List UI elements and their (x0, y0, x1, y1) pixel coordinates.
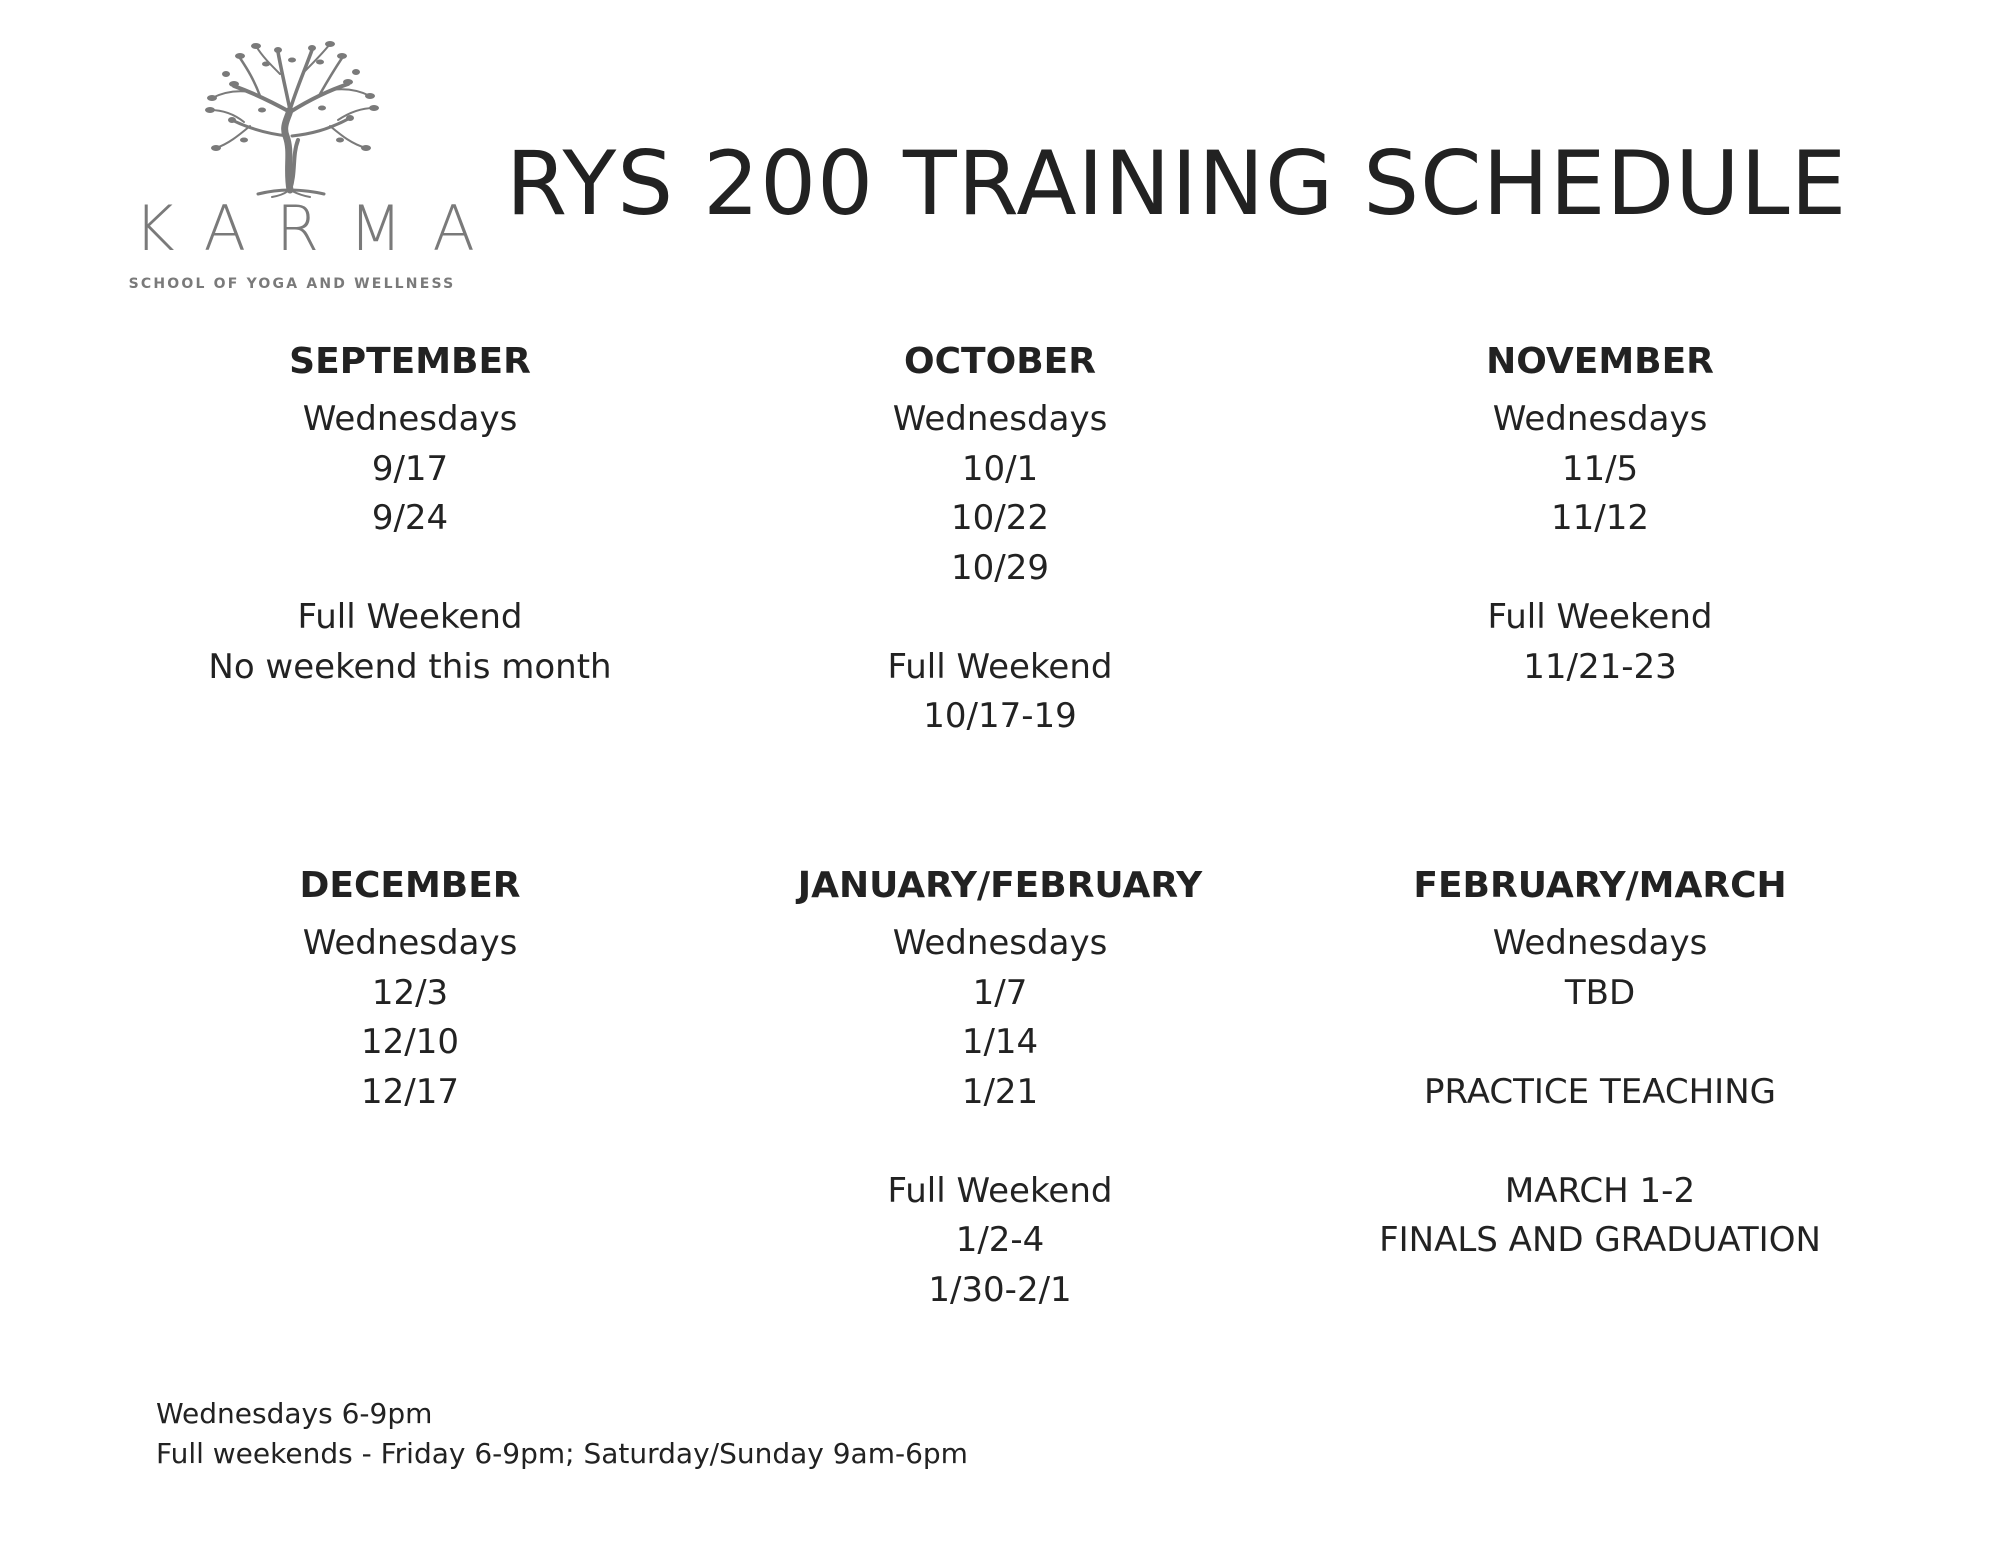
month-heading: OCTOBER (904, 341, 1096, 382)
schedule-line: 11/21-23 (1523, 646, 1677, 687)
month-february-march (1300, 864, 1900, 1266)
month-heading: SEPTEMBER (289, 341, 531, 382)
schedule-line: 12/3 (371, 972, 449, 1013)
schedule-line: 9/17 (371, 448, 449, 489)
schedule-line: FINALS AND GRADUATION (1379, 1220, 1821, 1261)
schedule-line: PRACTICE TEACHING (1423, 1071, 1776, 1112)
month-heading: JANUARY/FEBRUARY (797, 865, 1203, 906)
schedule-line: Wednesdays (1492, 923, 1708, 964)
schedule-footer-notes (156, 1394, 968, 1474)
schedule-line: 12/10 (361, 1022, 459, 1063)
schedule-line: 11/12 (1551, 498, 1649, 539)
month-january-february (700, 864, 1300, 1315)
schedule-line (1300, 1117, 1900, 1167)
schedule-line: 1/21 (961, 1071, 1039, 1112)
month-heading: FEBRUARY/MARCH (1413, 865, 1787, 906)
month-october (700, 340, 1300, 742)
schedule-line: No weekend this month (208, 646, 612, 687)
schedule-line: 1/30-2/1 (928, 1269, 1072, 1310)
schedule-line: 10/1 (961, 448, 1039, 489)
karma-logo (112, 40, 505, 300)
schedule-line: Full Weekend (887, 646, 1113, 687)
footer-wednesday-hours: Wednesdays 6-9pm (156, 1397, 433, 1430)
schedule-line: Wednesdays (1492, 399, 1708, 440)
month-heading: NOVEMBER (1486, 341, 1714, 382)
schedule-line: 10/22 (951, 498, 1049, 539)
schedule-line: Wednesdays (302, 399, 518, 440)
schedule-line: 1/14 (961, 1022, 1039, 1063)
month-november (1300, 340, 1900, 692)
schedule-line: Wednesdays (892, 923, 1108, 964)
schedule-line: 1/2-4 (955, 1220, 1045, 1261)
schedule-line (1300, 544, 1900, 594)
schedule-line: 11/5 (1561, 448, 1639, 489)
month-september (110, 340, 710, 692)
footer-weekend-hours: Full weekends - Friday 6-9pm; Saturday/Sunday 9am-6pm (156, 1437, 968, 1470)
schedule-line: TBD (1564, 972, 1636, 1013)
schedule-line: 10/29 (951, 547, 1049, 588)
schedule-line: MARCH 1-2 (1504, 1170, 1696, 1211)
page-title: RYS 200 TRAINING SCHEDULE (506, 132, 1848, 235)
schedule-line: 12/17 (361, 1071, 459, 1112)
schedule-line: Full Weekend (1487, 597, 1713, 638)
schedule-line (1300, 1018, 1900, 1068)
logo-tagline: SCHOOL OF YOGA AND WELLNESS (128, 276, 456, 292)
schedule-line: Full Weekend (887, 1170, 1113, 1211)
tree-icon (200, 40, 380, 198)
schedule-line: 9/24 (371, 498, 449, 539)
schedule-line: 1/7 (972, 972, 1028, 1013)
schedule-line: Wednesdays (892, 399, 1108, 440)
month-heading: DECEMBER (299, 865, 521, 906)
logo-wordmark: KARMA (134, 192, 505, 265)
schedule-line (110, 544, 710, 594)
schedule-line (700, 593, 1300, 643)
schedule-line: 10/17-19 (923, 696, 1077, 737)
schedule-line (700, 1117, 1300, 1167)
schedule-line: Full Weekend (297, 597, 523, 638)
schedule-line: Wednesdays (302, 923, 518, 964)
month-december (110, 864, 710, 1117)
